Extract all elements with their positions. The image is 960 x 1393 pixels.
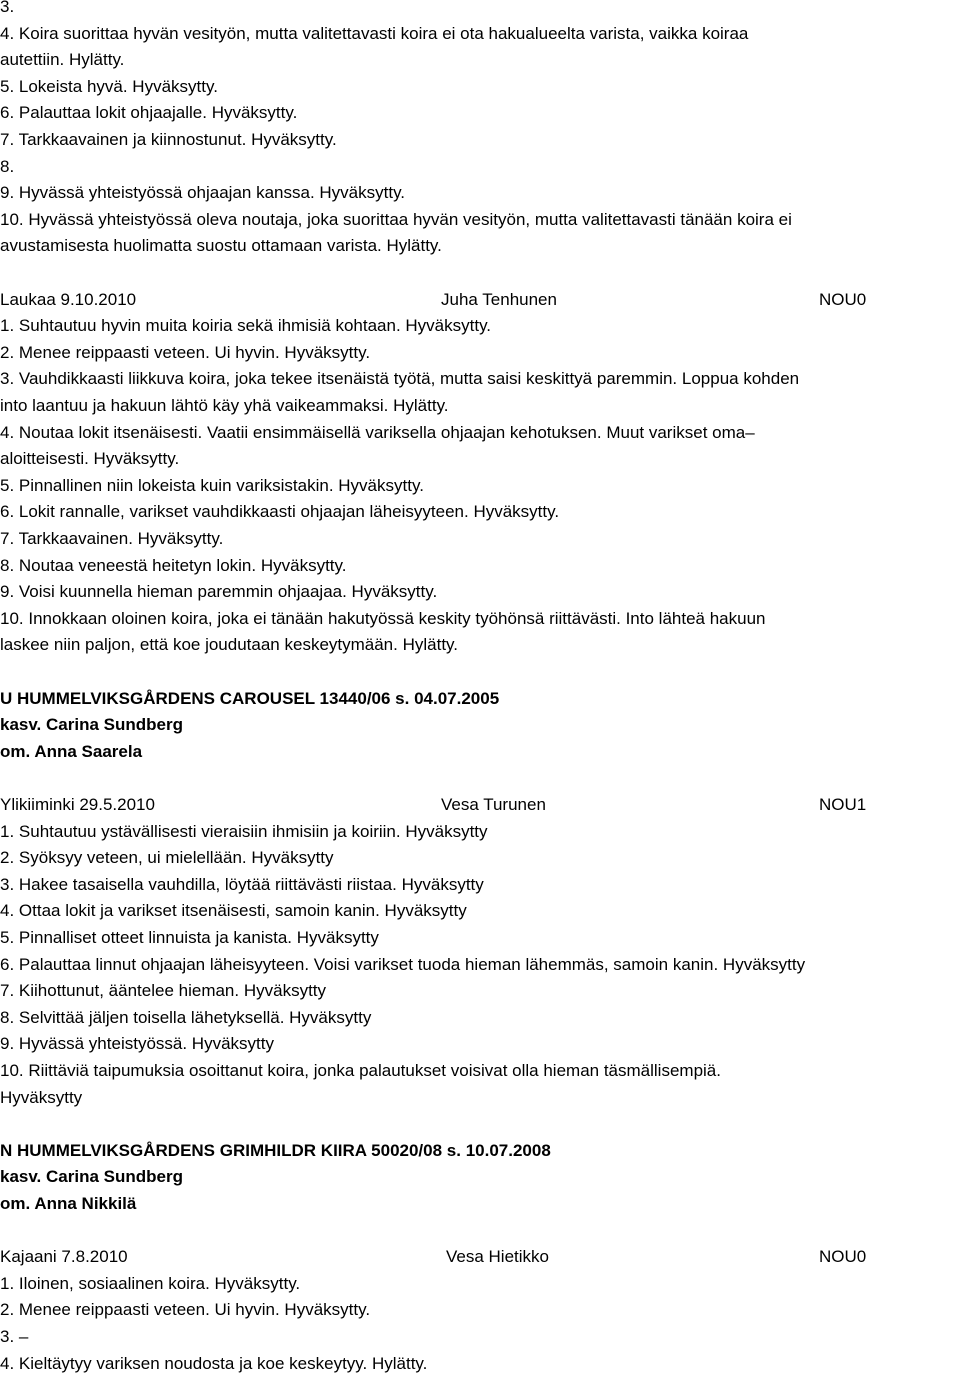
test-result: NOU0 [819,290,867,309]
text-line: 3. Hakee tasaisella vauhdilla, löytää riittävästi riistaa. Hyväksytty [0,875,484,894]
test-info-row [0,290,960,310]
text-line: 2. Syöksyy veteen, ui mielellään. Hyväksytty [0,848,334,867]
text-line: 6. Palauttaa linnut ohjaajan läheisyyteen. Voisi varikset tuoda hieman lähemmäs, samoin kanin. Hyväksytty [0,955,806,974]
judge-name: Vesa Turunen [441,795,546,814]
text-line: 2. Menee reippaasti veteen. Ui hyvin. Hyväksytty. [0,343,371,362]
text-line: laskee niin paljon, että koe joudutaan keskeytymään. Hylätty. [0,635,459,654]
text-line: 7. Tarkkaavainen ja kiinnostunut. Hyväksytty. [0,130,337,149]
text-line: 2. Menee reippaasti veteen. Ui hyvin. Hyväksytty. [0,1300,371,1319]
text-line: 5. Lokeista hyvä. Hyväksytty. [0,77,218,96]
dog-header-line: om. Anna Saarela [0,742,143,761]
text-line: 4. Noutaa lokit itsenäisesti. Vaatii ensimmäisellä variksella ohjaajan kehotuksen. Muut varikset oma– [0,423,755,442]
text-line: into laantuu ja hakuun lähtö käy yhä vaikeammaksi. Hylätty. [0,396,449,415]
text-line: 8. Noutaa veneestä heitetyn lokin. Hyväksytty. [0,556,347,575]
dog-header-line: U HUMMELVIKSGÅRDENS CAROUSEL 13440/06 s. 04.07.2005 [0,689,500,708]
text-line: 5. Pinnallinen niin lokeista kuin variksistakin. Hyväksytty. [0,476,424,495]
text-line: 6. Lokit rannalle, varikset vauhdikkaasti ohjaajan läheisyyteen. Hyväksytty. [0,502,560,521]
text-line: 4. Koira suorittaa hyvän vesityön, mutta valitettavasti koira ei ota hakualueelta varista, vaikka koiraa [0,24,749,43]
text-line: avustamisesta huolimatta suostu ottamaan varista. Hylätty. [0,236,442,255]
test-info-row [0,795,960,815]
text-line: 10. Innokkaan oloinen koira, joka ei tänään hakutyössä keskity työhönsä riittävästi. Into lähteä hakuun [0,609,766,628]
test-location-date: Laukaa 9.10.2010 [0,290,137,309]
text-line: Hyväksytty [0,1088,83,1107]
dog-header-line: kasv. Carina Sundberg [0,715,183,734]
text-line: 7. Kiihottunut, ääntelee hieman. Hyväksytty [0,981,327,1000]
text-line: 8. Selvittää jäljen toisella lähetyksellä. Hyväksytty [0,1008,372,1027]
text-line: 10. Hyvässä yhteistyössä oleva noutaja, joka suorittaa hyvän vesityön, mutta valitettavasti tänään koira ei [0,210,792,229]
text-line: 4. Ottaa lokit ja varikset itsenäisesti, samoin kanin. Hyväksytty [0,901,467,920]
text-line: autettiin. Hylätty. [0,50,125,69]
text-line: 3. Vauhdikkaasti liikkuva koira, joka tekee itsenäistä työtä, mutta saisi keskittyä paremmin. Loppua kohden [0,369,800,388]
judge-name: Vesa Hietikko [446,1247,549,1266]
test-result: NOU0 [819,1247,867,1266]
dog-header-line: om. Anna Nikkilä [0,1194,137,1213]
text-line: 5. Pinnalliset otteet linnuista ja kanista. Hyväksytty [0,928,379,947]
text-line: aloitteisesti. Hyväksytty. [0,449,180,468]
text-line: 10. Riittäviä taipumuksia osoittanut koira, jonka palautukset voisivat olla hieman täsmällisempiä. [0,1061,721,1080]
text-line: 1. Suhtautuu hyvin muita koiria sekä ihmisiä kohtaan. Hyväksytty. [0,316,492,335]
judge-name: Juha Tenhunen [441,290,557,309]
text-line: 3. – [0,1327,29,1346]
dog-header-line: kasv. Carina Sundberg [0,1167,183,1186]
text-line: 9. Hyvässä yhteistyössä ohjaajan kanssa. Hyväksytty. [0,183,406,202]
text-line: 8. [0,157,15,176]
text-line: 9. Hyvässä yhteistyössä. Hyväksytty [0,1034,274,1053]
test-location-date: Ylikiiminki 29.5.2010 [0,795,155,814]
text-line: 9. Voisi kuunnella hieman paremmin ohjaajaa. Hyväksytty. [0,582,438,601]
text-line: 6. Palauttaa lokit ohjaajalle. Hyväksytty. [0,103,298,122]
text-line: 7. Tarkkaavainen. Hyväksytty. [0,529,224,548]
text-line: 3. [0,0,15,16]
test-info-row [0,1247,960,1267]
text-line: 1. Suhtautuu ystävällisesti vieraisiin ihmisiin ja koiriin. Hyväksytty [0,822,488,841]
test-location-date: Kajaani 7.8.2010 [0,1247,128,1266]
text-line: 1. Iloinen, sosiaalinen koira. Hyväksytty. [0,1274,301,1293]
text-line: 4. Kieltäytyy variksen noudosta ja koe keskeytyy. Hylätty. [0,1354,428,1373]
dog-header-line: N HUMMELVIKSGÅRDENS GRIMHILDR KIIRA 50020/08 s. 10.07.2008 [0,1141,551,1160]
test-result: NOU1 [819,795,867,814]
